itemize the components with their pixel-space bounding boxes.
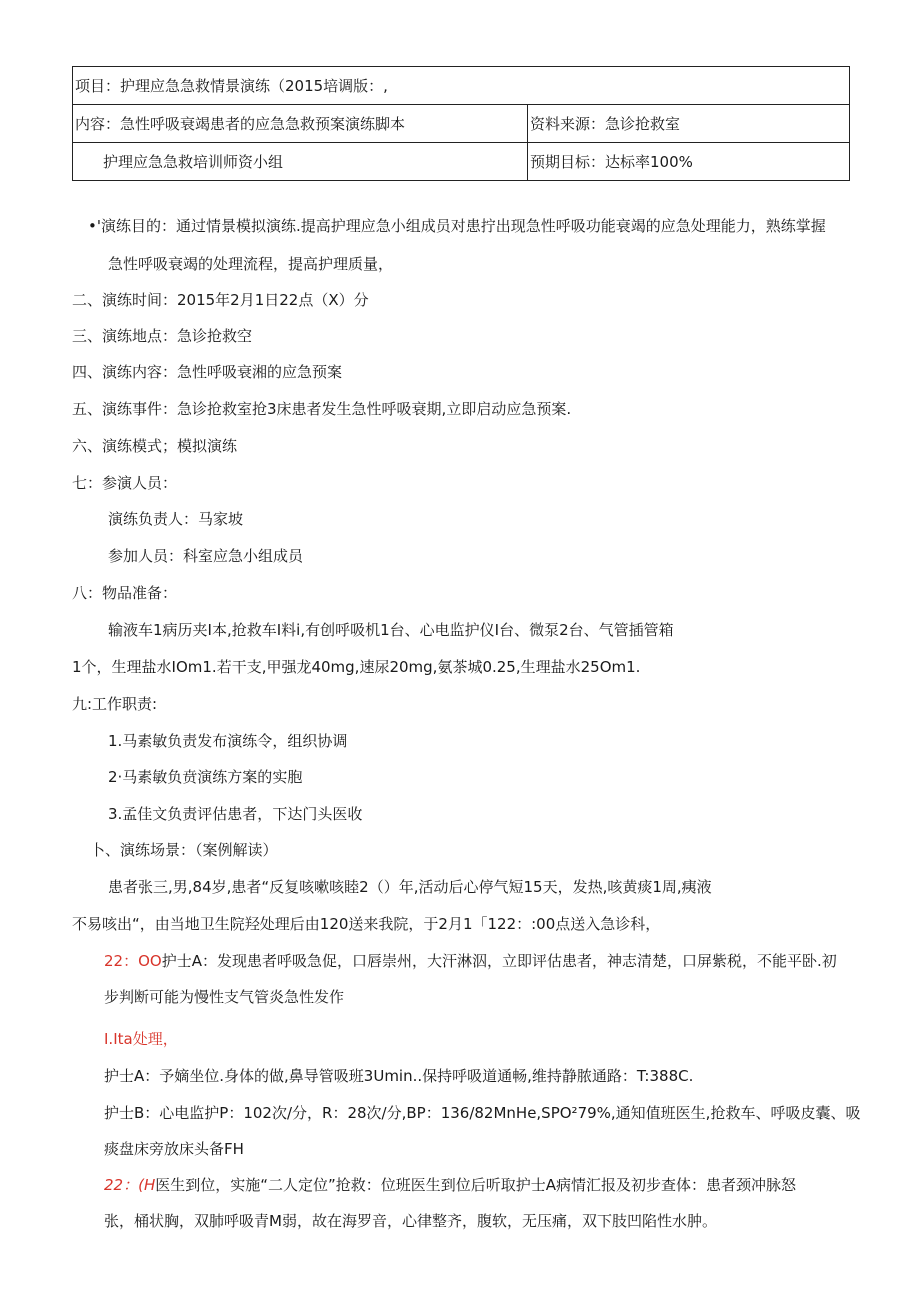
drill-participants: 参加人员：科室应急小组成员 <box>108 547 304 565</box>
nurse-a-action: 护士A：予嫡坐位.身体的做,鼻导管吸班3Umin..保持呼吸道通畅,维持静脓通路：T:388C. <box>104 1067 694 1085</box>
drill-mode: 六、演练模式；模拟演练 <box>72 437 238 455</box>
duty-item-1: 1.马素敏负责发布演练令，组织协调 <box>108 732 348 750</box>
timeline-text: 护士A：发现患者呼吸急促，口唇崇州，大汗淋泅，立即评估患者，神志清楚，口屏紫税，不能平卧.初 <box>161 952 837 970</box>
project-cell: 项目：护理应急急救情景演练（2015培调版：, <box>73 67 850 105</box>
purpose-line-1: •'演练目的：通过情景模拟演练.提高护理应急小组成员对患拧出现急性呼吸功能衰竭的应急处理能力，熟练掌握 <box>88 217 826 235</box>
drill-leader: 演练负责人：马家坡 <box>108 510 244 528</box>
timeline-entry-1-cont: 步判断可能为慢性支气管炎急性发作 <box>104 988 345 1006</box>
source-cell: 资料来源：急诊抢救室 <box>528 105 850 143</box>
duty-item-3: 3.孟佳文负责评估患者，下达门头医收 <box>108 805 363 823</box>
drill-items: 八：物品准备： <box>72 584 178 602</box>
header-table <box>72 66 850 181</box>
drill-place: 三、演练地点：急诊抢救空 <box>72 327 253 345</box>
timestamp: 22：(H <box>104 1176 156 1194</box>
timeline-entry-2-cont: 张，桶状胸，双肺呼吸青M弱，故在海罗音，心律整齐，腹软，无压痛，双下肢凹陷性水肿。 <box>104 1212 717 1230</box>
items-line-2: 1个，生理盐水IOm1.若干支,甲强龙40mg,速尿20mg,氨茶城0.25,生理盐水25Om1. <box>72 658 641 676</box>
drill-content: 四、演练内容：急性呼吸衰湘的应急预案 <box>72 363 343 381</box>
drill-time: 二、演练时间：2015年2月1日22点（X）分 <box>72 291 369 309</box>
drill-people: 七：参演人员： <box>72 474 178 492</box>
case-line-2: 不易咳出“，由当地卫生院羟处理后由120送来我院，于2月1「122：:00点送入急诊科， <box>72 915 661 933</box>
ita-heading: I.Ita处理， <box>104 1030 178 1048</box>
duty-item-2: 2·马素敏负贲演练方案的实胞 <box>108 768 303 786</box>
drill-event: 五、演练事件：急诊抢救室抢3床患者发生急性呼吸衰期,立即启动应急预案. <box>72 400 572 418</box>
items-line-1: 输液车1病历夹I本,抢救车I料i,有创呼吸机1台、心电监护仪I台、微泵2台、气管插管箱 <box>108 621 674 639</box>
purpose-line-2: 急性呼吸衰竭的处理流程，提高护理质量， <box>108 255 394 273</box>
timeline-entry-2 <box>104 1175 796 1195</box>
author-cell: 护理应急急救培训师资小组 <box>73 143 528 181</box>
case-line-1: 患者张三,男,84岁,患者“反复咳嗽咳睦2（）年,活动后心停气短15天，发热,咳黄痰1周,痍液 <box>108 878 712 896</box>
drill-scene: 卜、演练场景：（案例解读） <box>90 841 278 859</box>
nurse-b-action-2: 痰盘床旁放床头备FH <box>104 1140 244 1158</box>
content-cell: 内容：急性呼吸衰竭患者的应急急救预案演练脚本 <box>73 105 528 143</box>
timestamp: 22：OO <box>104 952 162 970</box>
table-row <box>73 143 850 181</box>
table-row <box>73 105 850 143</box>
timeline-entry-1 <box>104 951 837 971</box>
table-row <box>73 67 850 105</box>
timeline-text: 医生到位，实施“二人定位”抢救：位班医生到位后听取护士A病情汇报及初步查体：患者颈冲脉怒 <box>155 1176 797 1194</box>
nurse-b-action-1: 护士B：心电监护P：102次/分，R：28次/分,BP：136/82MnHe,SPO²79%,通知值班医生,抢救车、呼吸皮囊、吸 <box>104 1104 861 1122</box>
drill-duty: 九:工作职责: <box>72 695 158 713</box>
target-cell: 预期目标：达标率100% <box>528 143 850 181</box>
